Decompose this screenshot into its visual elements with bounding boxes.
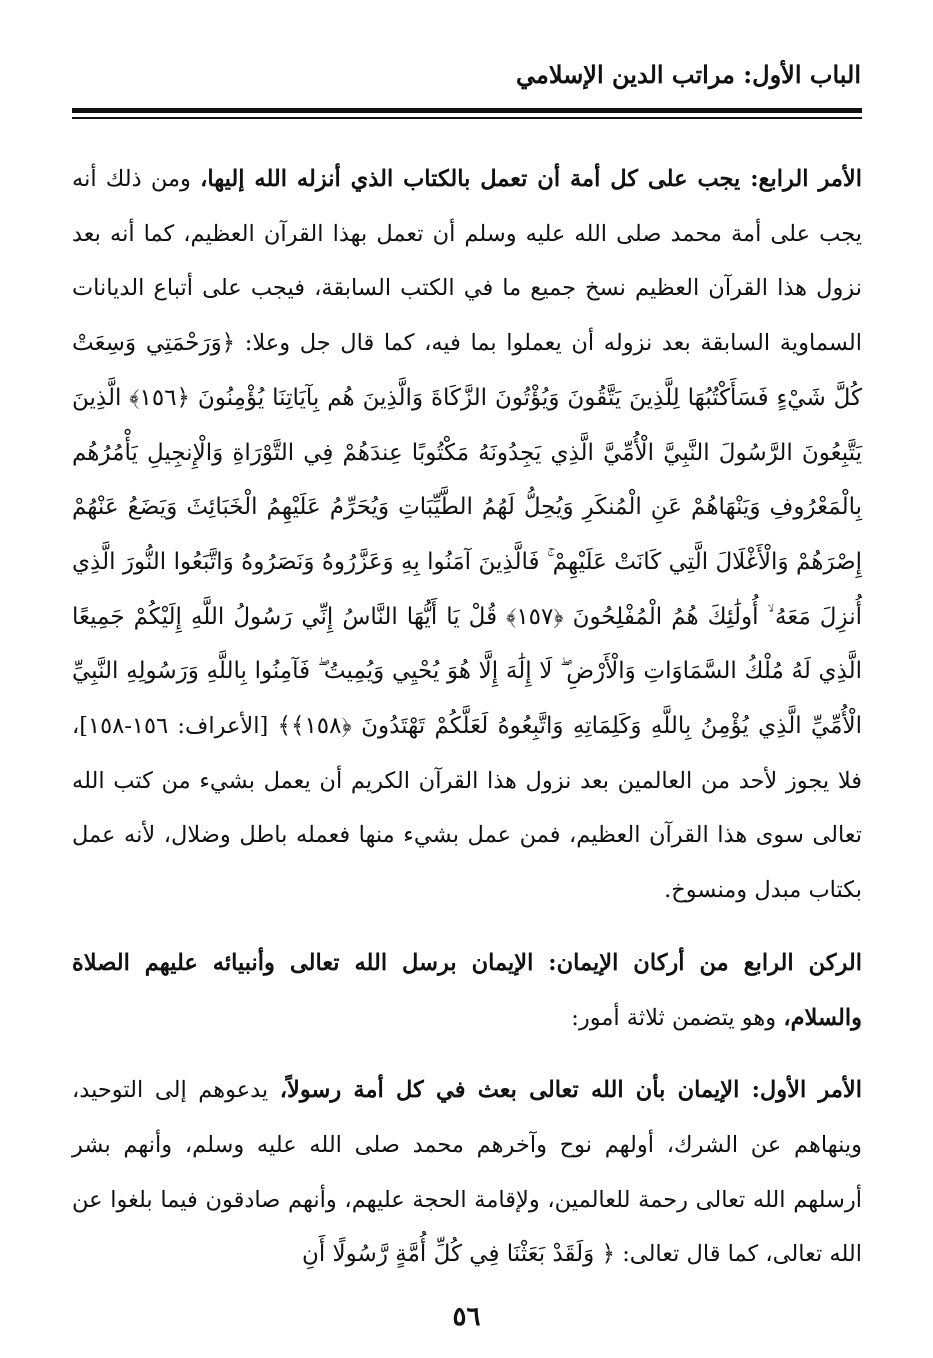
paragraph-text: وهو يتضمن ثلاثة أمور: [571,1004,784,1031]
header-rule-thin [72,117,862,119]
paragraph-heading: الأمر الأول: الإيمان بأن الله تعالى بعث في كل أمة رسولاً، [279,1077,862,1104]
page-number: ٥٦ [452,1302,481,1332]
running-header: الباب الأول: مراتب الدين الإسلامي [516,60,861,89]
paragraph-text: ومن ذلك أنه يجب على أمة محمد صلى الله عليه وسلم أن تعمل بهذا القرآن العظيم، كما أنه بعد نزول هذا القرآن العظيم نسخ جميع ما في الكتب السابقة، فيجب على أتباع الديانات السماوية السابقة بعد نزوله أن يعملوا بما فيه، كما قال جل وعلا: [72,166,863,357]
paragraph-2 [72,936,862,1045]
quran-quote: ﴿ وَلَقَدْ بَعَثْنَا فِي كُلِّ أُمَّةٍ رَّسُولًا أَنِ [301,1241,616,1268]
paragraph-text: يدعوهم إلى التوحيد، وينهاهم عن الشرك، أولهم نوح وآخرهم محمد صلى الله عليه وسلم، وأنهم بشر أرسلهم الله تعالى رحمة للعالمين، ولإقامة الحجة عليهم، وأنهم صادقون فيما بلغوا عن الله تعالى، كما قال تعالى: [72,1077,862,1268]
header-rule-thick [72,108,862,113]
paragraph-heading: الأمر الرابع: يجب على كل أمة أن تعمل بالكتاب الذي أنزله الله إليها، [200,166,862,192]
paragraph-heading: الركن الرابع من أركان الإيمان: الإيمان برسل الله تعالى وأنبيائه عليهم الصلاة والسلام، [72,949,862,1031]
body-text [72,152,862,1282]
quran-quote: ﴿وَرَحْمَتِي وَسِعَتْ كُلَّ شَيْءٍ فَسَأَكْتُبُهَا لِلَّذِينَ يَتَّقُونَ وَيُؤْتُونَ الزَّكَاةَ وَالَّذِينَ هُم بِآيَاتِنَا يُؤْمِنُونَ ﴿١٥٦﴾ الَّذِينَ يَتَّبِعُونَ الرَّسُولَ النَّبِيَّ الْأُمِّيَّ الَّذِي يَجِدُونَهُ مَكْتُوبًا عِندَهُمْ فِي التَّوْرَاةِ وَالْإِنجِيلِ يَأْمُرُهُم بِالْمَعْرُوفِ وَيَنْهَاهُمْ عَنِ الْمُنكَرِ وَيُحِلُّ لَهُمُ الطَّيِّبَاتِ وَيُحَرِّمُ عَلَيْهِمُ الْخَبَائِثَ وَيَضَعُ عَنْهُمْ إِصْرَهُمْ وَالْأَغْلَالَ الَّتِي كَانَتْ عَلَيْهِمْ ۚ فَالَّذِينَ آمَنُوا بِهِ وَعَزَّرُوهُ وَنَصَرُوهُ وَاتَّبَعُوا النُّورَ الَّذِي أُنزِلَ مَعَهُ ۙ أُولَٰئِكَ هُمُ الْمُفْلِحُونَ ﴿١٥٧﴾ قُلْ يَا أَيُّهَا النَّاسُ إِنِّي رَسُولُ اللَّهِ إِلَيْكُمْ جَمِيعًا الَّذِي لَهُ مُلْكُ السَّمَاوَاتِ وَالْأَرْضِ ۖ لَا إِلَٰهَ إِلَّا هُوَ يُحْيِي وَيُمِيتُ ۖ فَآمِنُوا بِاللَّهِ وَرَسُولِهِ النَّبِيِّ الْأُمِّيِّ الَّذِي يُؤْمِنُ بِاللَّهِ وَكَلِمَاتِهِ وَاتَّبِعُوهُ لَعَلَّكُمْ تَهْتَدُونَ ﴿١٥٨﴾﴾ [72,330,863,740]
paragraph-1 [72,152,862,918]
paragraph-3 [72,1063,862,1282]
paragraph-text: [الأعراف: ١٥٦-١٥٨]، فلا يجوز لأحد من العالمين بعد نزول هذا القرآن الكريم أن يعمل بشيء من كتب الله تعالى سوى هذا القرآن العظيم، فمن عمل بشيء منها فعمله باطل وضلال، لأنه عمل بكتاب مبدل ومنسوخ. [72,713,862,904]
